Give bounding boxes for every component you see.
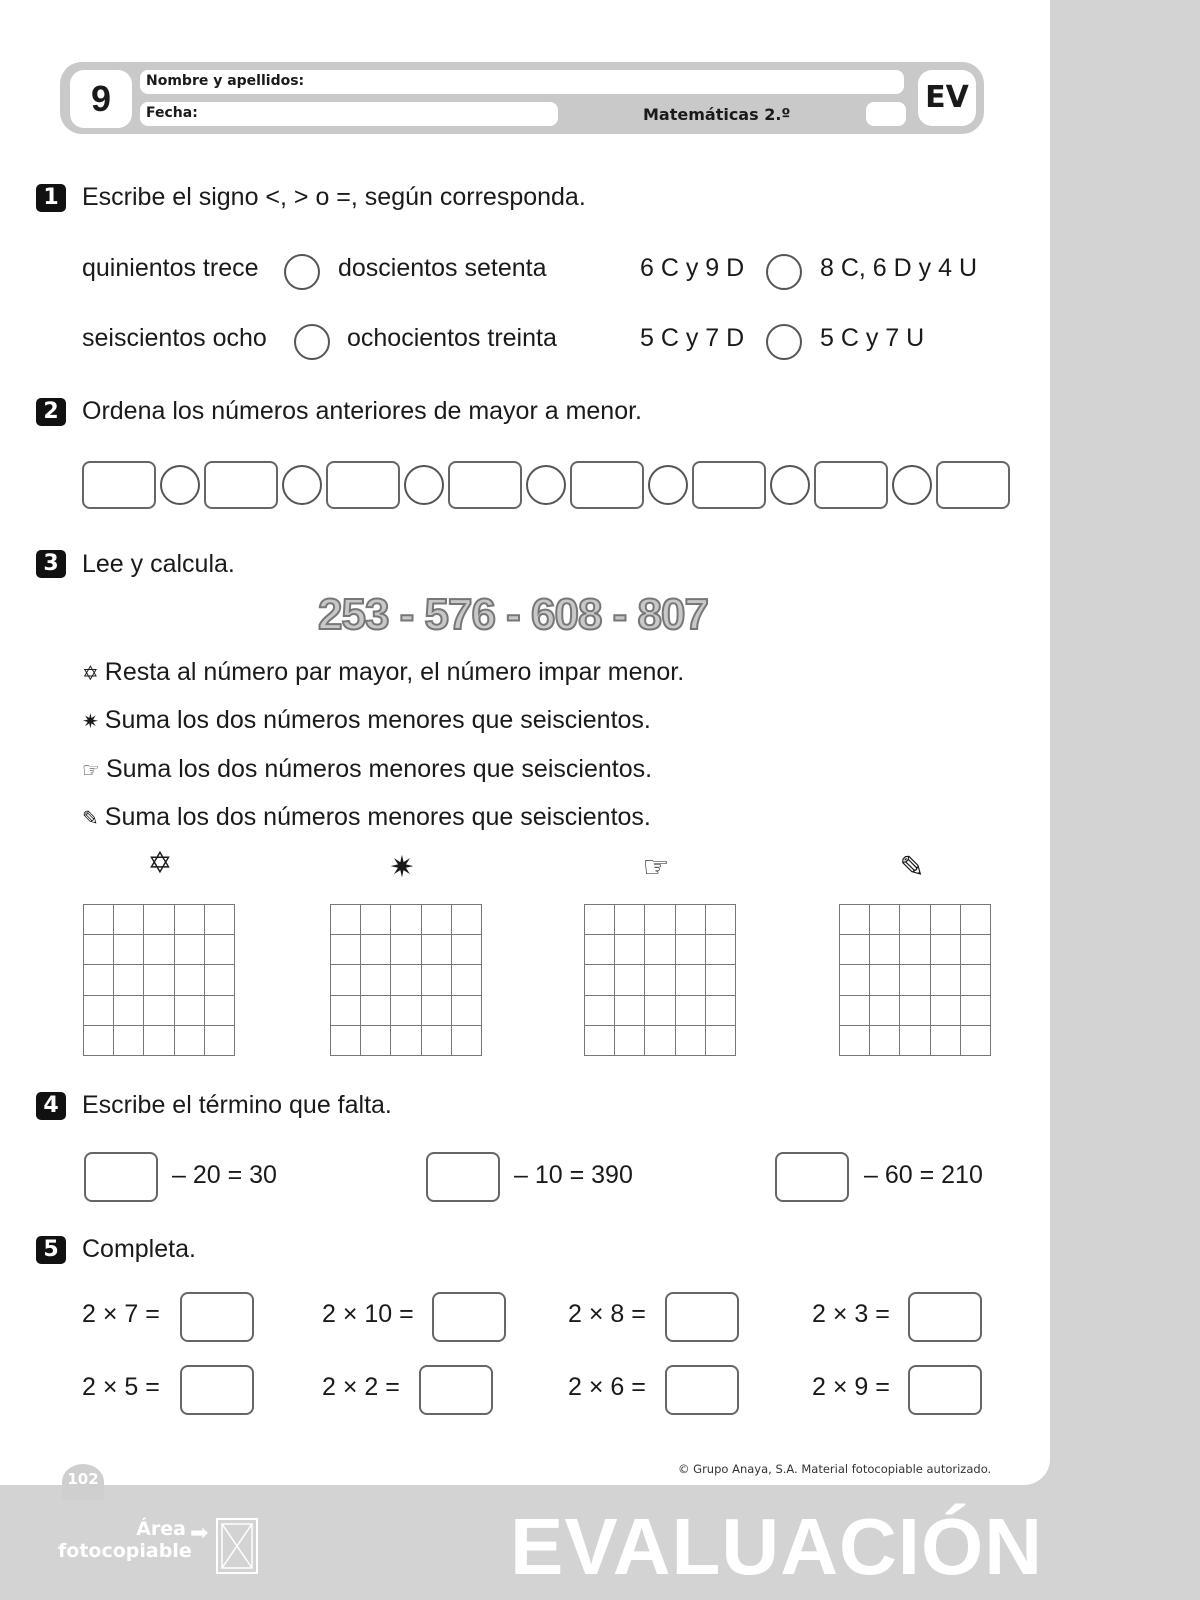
answer-box[interactable]: [419, 1365, 493, 1415]
order-circle[interactable]: [404, 465, 444, 505]
star-of-david-icon: ✡: [82, 661, 99, 685]
calculation-grid[interactable]: [839, 904, 991, 1056]
order-circle[interactable]: [526, 465, 566, 505]
ex1-row2-right-a: 5 C y 7 D: [640, 324, 745, 352]
ex5-multiplication: 2 × 6 =: [568, 1373, 646, 1401]
ex3-instruction: [82, 657, 684, 688]
unit-number-badge: 9: [70, 70, 132, 128]
order-box[interactable]: [692, 461, 766, 509]
answer-box[interactable]: [180, 1365, 254, 1415]
exercise-4-number: 4: [36, 1092, 66, 1120]
date-label: Fecha:: [146, 105, 198, 121]
ex4-equation: – 10 = 390: [514, 1161, 633, 1189]
ex1-row1-right-a: 6 C y 9 D: [640, 254, 745, 282]
order-circle[interactable]: [648, 465, 688, 505]
order-circle[interactable]: [770, 465, 810, 505]
ex5-multiplication: 2 × 8 =: [568, 1300, 646, 1328]
order-circle[interactable]: [160, 465, 200, 505]
missing-term-box[interactable]: [426, 1152, 500, 1202]
ex1-row2-left-a: seiscientos ocho: [82, 324, 267, 352]
date-field[interactable]: [140, 102, 558, 126]
exercise-4-title: Escribe el término que falta.: [82, 1091, 392, 1119]
ex5-multiplication: 2 × 7 =: [82, 1300, 160, 1328]
exercise-3-title: Lee y calcula.: [82, 550, 235, 578]
answer-box[interactable]: [908, 1292, 982, 1342]
exercise-1-title: Escribe el signo <, > o =, según corresponda.: [82, 183, 586, 211]
instruction-text: Suma los dos números menores que seiscientos.: [104, 803, 651, 831]
ex3-instruction: [82, 705, 651, 736]
name-label: Nombre y apellidos:: [146, 73, 305, 89]
subject-label: Matemáticas 2.º: [643, 105, 791, 124]
area-line-2: fotocopiable: [58, 1540, 192, 1562]
calculation-grid[interactable]: [584, 904, 736, 1056]
ex1-row1-right-b: 8 C, 6 D y 4 U: [820, 254, 977, 282]
photocopy-area-label: [58, 1518, 192, 1562]
pencil-icon: ✎: [82, 806, 99, 830]
calculation-grid[interactable]: [330, 904, 482, 1056]
order-circle[interactable]: [892, 465, 932, 505]
exercise-2-number: 2: [36, 398, 66, 426]
missing-term-box[interactable]: [775, 1152, 849, 1202]
copyright-notice: © Grupo Anaya, S.A. Material fotocopiable autorizado.: [678, 1462, 992, 1476]
calculation-grid[interactable]: [83, 904, 235, 1056]
pencil-icon: ✎: [899, 850, 925, 885]
ex1-row1-left-b: doscientos setenta: [338, 254, 547, 282]
pointing-hand-icon: ☞: [82, 758, 100, 782]
arrow-right-icon: ➡: [190, 1521, 209, 1546]
missing-term-box[interactable]: [84, 1152, 158, 1202]
ex5-multiplication: 2 × 3 =: [812, 1300, 890, 1328]
order-box[interactable]: [814, 461, 888, 509]
exercise-1-number: 1: [36, 184, 66, 212]
section-title: EVALUACIÓN: [510, 1502, 1043, 1591]
instruction-text: Suma los dos números menores que seiscientos.: [104, 706, 651, 734]
star-of-david-icon: ✡: [147, 846, 173, 881]
ex1-compare-circle[interactable]: [284, 254, 320, 290]
ex1-row2-right-b: 5 C y 7 U: [820, 324, 925, 352]
ex3-instruction: [82, 802, 651, 833]
answer-box[interactable]: [180, 1292, 254, 1342]
evaluation-badge: EV: [918, 70, 976, 126]
exercise-5-number: 5: [36, 1236, 66, 1264]
order-box[interactable]: [936, 461, 1010, 509]
ex4-equation: – 60 = 210: [864, 1161, 983, 1189]
exercise-5-title: Completa.: [82, 1235, 196, 1263]
area-line-1: Área: [136, 1518, 186, 1540]
ex4-equation: – 20 = 30: [172, 1161, 277, 1189]
ex1-row1-left-a: quinientos trece: [82, 254, 259, 282]
exercise-3-number: 3: [36, 550, 66, 578]
order-box[interactable]: [204, 461, 278, 509]
burst-star-icon: ✷: [82, 709, 99, 733]
order-box[interactable]: [82, 461, 156, 509]
instruction-text: Suma los dos números menores que seiscientos.: [105, 755, 653, 783]
answer-box[interactable]: [432, 1292, 506, 1342]
ex1-compare-circle[interactable]: [766, 254, 802, 290]
burst-star-icon: ✷: [389, 850, 415, 885]
ex5-multiplication: 2 × 2 =: [322, 1373, 400, 1401]
order-box[interactable]: [448, 461, 522, 509]
ex3-instruction: [82, 754, 652, 785]
ex5-multiplication: 2 × 9 =: [812, 1373, 890, 1401]
answer-box[interactable]: [908, 1365, 982, 1415]
order-circle[interactable]: [282, 465, 322, 505]
answer-box[interactable]: [665, 1292, 739, 1342]
order-box[interactable]: [570, 461, 644, 509]
ex1-compare-circle[interactable]: [294, 324, 330, 360]
pointing-hand-icon: ☞: [642, 850, 670, 885]
answer-box[interactable]: [665, 1365, 739, 1415]
extra-field[interactable]: [866, 102, 906, 126]
page-number: 102: [62, 1464, 104, 1500]
ex5-multiplication: 2 × 5 =: [82, 1373, 160, 1401]
order-box[interactable]: [326, 461, 400, 509]
photocopy-box-icon: [216, 1518, 258, 1574]
crossed-box-icon: [218, 1520, 256, 1572]
exercise-2-title: Ordena los números anteriores de mayor a menor.: [82, 397, 642, 425]
ex5-multiplication: 2 × 10 =: [322, 1300, 414, 1328]
instruction-text: Resta al número par mayor, el número impar menor.: [104, 658, 685, 686]
ex1-row2-left-b: ochocientos treinta: [347, 324, 557, 352]
outlined-number-list: 253 - 576 - 608 - 807: [318, 590, 708, 639]
ex1-compare-circle[interactable]: [766, 324, 802, 360]
